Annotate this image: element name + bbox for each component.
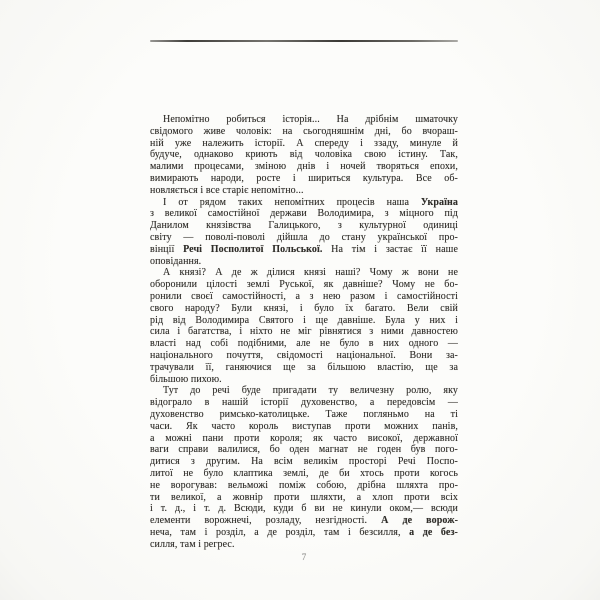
- text-segment: новляється і все старіє непомітно...: [150, 184, 304, 196]
- text-segment: ронили своєї самостійності, а з нею разом і самостійності: [150, 290, 458, 302]
- text-line: [150, 126, 458, 138]
- text-segment: ваги справи валилися, бо оден магнат не годен був пого-: [150, 444, 458, 456]
- text-line: [150, 539, 458, 551]
- text-line: [150, 161, 458, 173]
- text-segment: духовенство римсько-католицьке. Таже погляньмо на ті: [150, 408, 458, 420]
- text-segment: Данилом князівства Галицького, з культурної одиниці: [150, 220, 458, 232]
- text-segment: більшою пихою.: [150, 373, 222, 385]
- text-segment: ній уже належить історії. А спереду і ззаду, минуле й: [150, 137, 458, 149]
- text-segment: вимирають народи, росте і шириться культура. Все об-: [150, 172, 458, 184]
- text-segment: На тім і застає її наше: [322, 243, 458, 255]
- text-segment: рід від Володимира Святого і ще давніше. Була у них і: [150, 314, 458, 326]
- page-number: 7: [301, 552, 307, 562]
- text-line: [150, 397, 458, 409]
- text-segment: оборонили цілості землі Руської, як давніше? Чому не бо-: [150, 279, 458, 291]
- text-line: [150, 433, 458, 445]
- text-segment: вінції: [150, 243, 184, 255]
- text-line: [150, 468, 458, 480]
- text-segment: свого народу? Були князі, і було їх багато. Вели свій: [150, 302, 458, 314]
- text-line: [150, 421, 458, 433]
- text-line: [150, 527, 458, 539]
- text-line: [150, 244, 458, 256]
- text-segment: ти великої, а жовнір проти шляхти, а хлоп проти всіх: [150, 491, 458, 503]
- text-segment: Тут до речі буде пригадати ту величезну ролю, яку: [163, 385, 458, 397]
- text-line: [150, 492, 458, 504]
- text-line: [150, 138, 458, 150]
- text-segment: відограло в нашій історії духовенство, а передовсім —: [150, 397, 458, 409]
- text-segment: А князі? А де ж ділися князі наші? Чому ж вони не: [163, 267, 458, 279]
- text-line: [150, 409, 458, 421]
- text-segment: силля, там і регрес.: [150, 538, 235, 550]
- page-text: [150, 114, 458, 550]
- text-segment: трачували її, ганяючися ще за більшою властію, ще за: [150, 361, 458, 373]
- text-segment: національного почуття, свідомості національної. Вони за-: [150, 349, 458, 361]
- text-line: [150, 480, 458, 492]
- text-segment: з великої самостійної держави Володимира, з міцного під: [150, 208, 458, 220]
- text-segment-bold: а де без-: [409, 526, 458, 538]
- text-line: [150, 515, 458, 527]
- text-line: [150, 503, 458, 515]
- text-line: [150, 208, 458, 220]
- text-line: [150, 267, 458, 279]
- text-line: [150, 197, 458, 209]
- text-segment: світу — поволі-поволі дійшла до стану української про-: [150, 231, 458, 243]
- text-line: [150, 444, 458, 456]
- text-line: [150, 149, 458, 161]
- text-line: [150, 256, 458, 268]
- text-segment: дитися з другим. На всім великім просторі Речі Поспо-: [150, 456, 458, 468]
- text-line: [150, 114, 458, 126]
- text-segment: оповідання.: [150, 255, 202, 267]
- text-segment-bold: А де ворож-: [381, 515, 458, 527]
- text-segment-bold: Речі Посполитої Польської.: [183, 243, 323, 255]
- text-segment: литої не було клаптика землі, де би хтось проти когось: [150, 467, 458, 479]
- text-segment-bold: Україна: [420, 196, 458, 208]
- text-line: [150, 338, 458, 350]
- text-segment: а можні пани проти короля; як часто високої, державної: [150, 432, 458, 444]
- text-line: [150, 385, 458, 397]
- text-line: [150, 279, 458, 291]
- text-line: [150, 185, 458, 197]
- text-line: [150, 456, 458, 468]
- text-segment: власті над собі подібними, але не було в них одного —: [150, 338, 458, 350]
- text-line: [150, 220, 458, 232]
- text-segment: свідомого живе чоловік: на сьогодняшнім дні, бо вчораш-: [150, 125, 458, 137]
- text-segment: не ворогував: вельможі поміж собою, дрібна шляхта про-: [150, 479, 458, 491]
- text-segment: елементи ворожнечі, розладу, незгідності.: [150, 515, 382, 527]
- text-segment: Непомітно робиться історія... На дрібнім шматочку: [163, 114, 458, 125]
- text-line: [150, 315, 458, 327]
- text-segment: малими процесами, зміною днів і ночей творяться епохи,: [150, 161, 458, 173]
- text-segment: і т. д., і т. д. Всюди, куди б ви не кинули оком,— всюди: [150, 503, 458, 515]
- text-line: [150, 303, 458, 315]
- text-line: [150, 326, 458, 338]
- text-line: [150, 291, 458, 303]
- text-segment: часи. Як часто король виступав проти можних панів,: [150, 420, 458, 432]
- header-rule: [150, 40, 458, 42]
- text-segment: неча, там і розділ, а де розділ, там і безсилля,: [150, 526, 410, 538]
- text-line: [150, 362, 458, 374]
- text-segment: сила і багатства, і ніхто не міг рівнятися з ними давностею: [150, 326, 458, 338]
- text-segment: будуче, однаково криють від чоловіка свою істину. Так,: [150, 149, 458, 161]
- text-line: [150, 173, 458, 185]
- text-line: [150, 374, 458, 386]
- text-line: [150, 232, 458, 244]
- text-line: [150, 350, 458, 362]
- text-segment: І от рядом таких непомітних процесів наша: [163, 196, 421, 208]
